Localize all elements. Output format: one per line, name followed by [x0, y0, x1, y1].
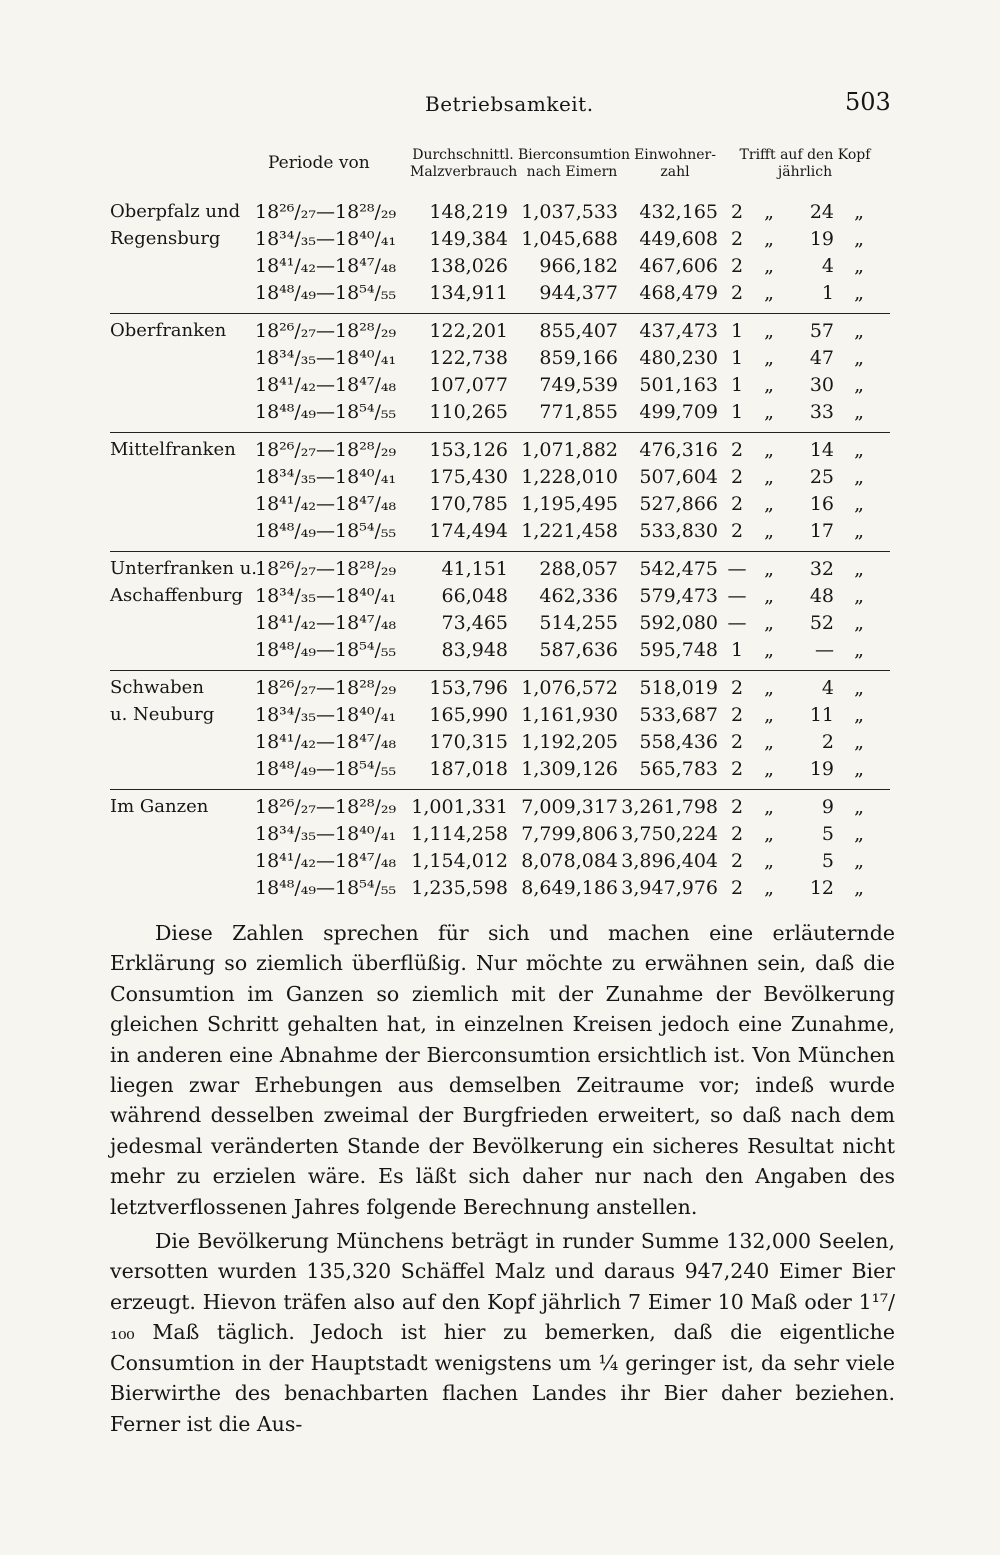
ditto-mark: „ — [764, 347, 774, 369]
bier-cell: 944,377 — [539, 282, 618, 304]
malz-cell: 41,151 — [441, 558, 508, 580]
table-row — [110, 374, 890, 401]
region-group — [110, 432, 890, 551]
period-cell: 18⁴⁸/₄₉—18⁵⁴/₅₅ — [255, 520, 397, 542]
eimer-cell: 2 — [730, 493, 744, 515]
bier-cell: 1,192,205 — [521, 731, 618, 753]
mass-cell: 17 — [809, 520, 834, 542]
ditto-mark: „ — [854, 201, 864, 223]
col-header-trifft-line2: jährlich — [777, 164, 833, 180]
period-cell: 18⁴¹/₄₂—18⁴⁷/₄₈ — [255, 731, 397, 753]
einwohner-cell: 3,750,224 — [621, 823, 718, 845]
mass-cell: 2 — [821, 731, 834, 753]
bier-cell: 1,228,010 — [521, 466, 618, 488]
eimer-cell: 2 — [730, 255, 744, 277]
malz-cell: 174,494 — [429, 520, 508, 542]
ditto-mark: „ — [854, 758, 864, 780]
col-header-einwohner-line2: zahl — [660, 164, 690, 180]
table-row — [110, 255, 890, 282]
table-row — [110, 639, 890, 666]
einwohner-cell: 595,748 — [639, 639, 718, 661]
malz-cell: 138,026 — [429, 255, 508, 277]
period-cell: 18³⁴/₃₅—18⁴⁰/₄₁ — [255, 347, 397, 369]
einwohner-cell: 533,687 — [639, 704, 718, 726]
region-group — [110, 789, 890, 908]
region-label: u. Neuburg — [110, 704, 215, 725]
einwohner-cell: 3,261,798 — [621, 796, 718, 818]
bier-cell: 1,071,882 — [521, 439, 618, 461]
einwohner-cell: 432,165 — [639, 201, 718, 223]
ditto-mark: „ — [854, 639, 864, 661]
consumption-table — [110, 195, 890, 908]
ditto-mark: „ — [764, 585, 774, 607]
ditto-mark: „ — [764, 823, 774, 845]
malz-cell: 153,126 — [429, 439, 508, 461]
table-row — [110, 704, 890, 731]
einwohner-cell: 467,606 — [639, 255, 718, 277]
bier-cell: 855,407 — [539, 320, 618, 342]
ditto-mark: „ — [764, 758, 774, 780]
paragraph: Die Bevölkerung Münchens beträgt in runder Summe 132,000 Seelen, versotten wurden 135,320 Schäffel Malz und daraus 947,240 Eimer Bier erzeugt. Hievon träfen also auf den Kopf jährlich 7 Eimer 10 Maß oder 1¹⁷/₁₀₀ Maß täglich. Jedoch ist hier zu bemerken, daß die eigentliche Consumtion in der Hauptstadt wenigstens um ¼ geringer ist, da sehr viele Bierwirthe des benachbarten flachen Landes ihr Bier daher beziehen. Ferner ist die Aus- — [110, 1229, 895, 1436]
page-number: 503 — [845, 88, 891, 116]
ditto-mark: „ — [764, 704, 774, 726]
malz-cell: 66,048 — [441, 585, 508, 607]
ditto-mark: „ — [854, 347, 864, 369]
einwohner-cell: 476,316 — [639, 439, 718, 461]
mass-cell: 57 — [809, 320, 834, 342]
einwohner-cell: 558,436 — [639, 731, 718, 753]
period-cell: 18²⁶/₂₇—18²⁸/₂₉ — [255, 796, 397, 818]
period-cell: 18⁴⁸/₄₉—18⁵⁴/₅₅ — [255, 877, 397, 899]
table-row — [110, 558, 890, 585]
einwohner-cell: 480,230 — [639, 347, 718, 369]
mass-cell: 25 — [809, 466, 834, 488]
ditto-mark: „ — [764, 374, 774, 396]
einwohner-cell: 499,709 — [639, 401, 718, 423]
period-cell: 18²⁶/₂₇—18²⁸/₂₉ — [255, 677, 397, 699]
period-cell: 18²⁶/₂₇—18²⁸/₂₉ — [255, 558, 397, 580]
einwohner-cell: 468,479 — [639, 282, 718, 304]
table-row — [110, 520, 890, 547]
region-label: Im Ganzen — [110, 796, 209, 817]
eimer-cell: 1 — [730, 374, 744, 396]
mass-cell: 14 — [809, 439, 834, 461]
ditto-mark: „ — [764, 493, 774, 515]
ditto-mark: „ — [764, 612, 774, 634]
ditto-mark: „ — [854, 466, 864, 488]
region-label: Regensburg — [110, 228, 221, 249]
malz-cell: 73,465 — [441, 612, 508, 634]
ditto-mark: „ — [764, 282, 774, 304]
einwohner-cell: 542,475 — [639, 558, 718, 580]
ditto-mark: „ — [854, 877, 864, 899]
period-cell: 18⁴⁸/₄₉—18⁵⁴/₅₅ — [255, 401, 397, 423]
period-cell: 18⁴¹/₄₂—18⁴⁷/₄₈ — [255, 612, 397, 634]
period-cell: 18³⁴/₃₅—18⁴⁰/₄₁ — [255, 704, 397, 726]
bier-cell: 7,009,317 — [521, 796, 618, 818]
col-header-trifft — [730, 147, 880, 181]
table-row — [110, 850, 890, 877]
mass-cell: 19 — [809, 758, 834, 780]
malz-cell: 122,201 — [429, 320, 508, 342]
ditto-mark: „ — [764, 439, 774, 461]
malz-cell: 165,990 — [429, 704, 508, 726]
table-row — [110, 877, 890, 904]
table-row — [110, 612, 890, 639]
malz-cell: 1,235,598 — [411, 877, 508, 899]
col-header-einwohner — [628, 147, 722, 181]
eimer-cell: 2 — [730, 758, 744, 780]
eimer-cell: 2 — [730, 850, 744, 872]
mass-cell: — — [815, 639, 834, 661]
bier-cell: 587,636 — [539, 639, 618, 661]
col-header-malz-line2: Malzverbrauch — [410, 164, 518, 180]
mass-cell: 19 — [809, 228, 834, 250]
table-row — [110, 228, 890, 255]
mass-cell: 5 — [821, 850, 834, 872]
malz-cell: 175,430 — [429, 466, 508, 488]
bier-cell: 1,309,126 — [521, 758, 618, 780]
malz-cell: 170,785 — [429, 493, 508, 515]
mass-cell: 52 — [809, 612, 834, 634]
malz-cell: 1,001,331 — [411, 796, 508, 818]
eimer-cell: 2 — [730, 228, 744, 250]
malz-cell: 83,948 — [441, 639, 508, 661]
bier-cell: 966,182 — [539, 255, 618, 277]
ditto-mark: „ — [764, 320, 774, 342]
region-group — [110, 313, 890, 432]
period-cell: 18⁴⁸/₄₉—18⁵⁴/₅₅ — [255, 639, 397, 661]
eimer-cell: 2 — [730, 796, 744, 818]
region-label: Mittelfranken — [110, 439, 236, 460]
ditto-mark: „ — [764, 731, 774, 753]
einwohner-cell: 565,783 — [639, 758, 718, 780]
eimer-cell: — — [727, 585, 747, 607]
mass-cell: 47 — [809, 347, 834, 369]
ditto-mark: „ — [854, 558, 864, 580]
ditto-mark: „ — [854, 401, 864, 423]
einwohner-cell: 592,080 — [639, 612, 718, 634]
region-label: Unterfranken u. — [110, 558, 258, 579]
eimer-cell: 1 — [730, 320, 744, 342]
bier-cell: 1,037,533 — [521, 201, 618, 223]
table-row — [110, 320, 890, 347]
mass-cell: 1 — [821, 282, 834, 304]
bier-cell: 771,855 — [539, 401, 618, 423]
ditto-mark: „ — [764, 201, 774, 223]
malz-cell: 170,315 — [429, 731, 508, 753]
period-cell: 18²⁶/₂₇—18²⁸/₂₉ — [255, 201, 397, 223]
table-row — [110, 439, 890, 466]
bier-cell: 1,045,688 — [521, 228, 618, 250]
col-header-malz — [410, 147, 516, 181]
bier-cell: 749,539 — [539, 374, 618, 396]
table-row — [110, 493, 890, 520]
malz-cell: 107,077 — [429, 374, 508, 396]
table-row — [110, 282, 890, 309]
mass-cell: 30 — [809, 374, 834, 396]
ditto-mark: „ — [854, 255, 864, 277]
einwohner-cell: 518,019 — [639, 677, 718, 699]
col-header-bier — [518, 147, 631, 181]
ditto-mark: „ — [854, 612, 864, 634]
malz-cell: 1,114,258 — [411, 823, 508, 845]
mass-cell: 48 — [809, 585, 834, 607]
einwohner-cell: 533,830 — [639, 520, 718, 542]
region-label: Aschaffenburg — [110, 585, 243, 606]
eimer-cell: 2 — [730, 201, 744, 223]
period-cell: 18³⁴/₃₅—18⁴⁰/₄₁ — [255, 228, 397, 250]
eimer-cell: 2 — [730, 704, 744, 726]
ditto-mark: „ — [764, 255, 774, 277]
paragraph: Diese Zahlen sprechen für sich und machen eine erläuternde Erklärung so ziemlich überflüßig. Nur möchte zu erwähnen sein, daß die Consumtion im Ganzen so ziemlich mit der Zunahme der Bevölkerung gleichen Schritt gehalten hat, in einzelnen Kreisen jedoch eine Zunahme, in anderen eine Abnahme der Bierconsumtion ersichtlich ist. Von München liegen zwar Erhebungen aus demselben Zeitraume vor; indeß wurde während desselben zweimal der Burgfrieden erweitert, so daß nach dem jedesmal veränderten Stande der Bevölkerung ein sicheres Resultat nicht mehr zu erzielen wäre. Es läßt sich daher nur nach den Angaben des letztverflossenen Jahres folgende Berechnung anstellen. — [110, 921, 895, 1219]
col-header-einwohner-line1: Einwohner- — [634, 147, 716, 163]
malz-cell: 1,154,012 — [411, 850, 508, 872]
period-cell: 18⁴⁸/₄₉—18⁵⁴/₅₅ — [255, 282, 397, 304]
mass-cell: 12 — [809, 877, 834, 899]
ditto-mark: „ — [764, 850, 774, 872]
eimer-cell: 2 — [730, 520, 744, 542]
mass-cell: 33 — [809, 401, 834, 423]
table-row — [110, 585, 890, 612]
bier-cell: 462,336 — [539, 585, 618, 607]
bier-cell: 1,076,572 — [521, 677, 618, 699]
bier-cell: 859,166 — [539, 347, 618, 369]
table-row — [110, 466, 890, 493]
period-cell: 18²⁶/₂₇—18²⁸/₂₉ — [255, 439, 397, 461]
period-cell: 18²⁶/₂₇—18²⁸/₂₉ — [255, 320, 397, 342]
einwohner-cell: 449,608 — [639, 228, 718, 250]
body-text — [110, 918, 895, 1439]
malz-cell: 149,384 — [429, 228, 508, 250]
mass-cell: 9 — [821, 796, 834, 818]
malz-cell: 153,796 — [429, 677, 508, 699]
mass-cell: 32 — [809, 558, 834, 580]
ditto-mark: „ — [764, 228, 774, 250]
table-row — [110, 347, 890, 374]
period-cell: 18⁴¹/₄₂—18⁴⁷/₄₈ — [255, 850, 397, 872]
einwohner-cell: 579,473 — [639, 585, 718, 607]
ditto-mark: „ — [854, 585, 864, 607]
mass-cell: 11 — [809, 704, 834, 726]
ditto-mark: „ — [854, 823, 864, 845]
region-group — [110, 551, 890, 670]
ditto-mark: „ — [854, 439, 864, 461]
einwohner-cell: 507,604 — [639, 466, 718, 488]
einwohner-cell: 3,896,404 — [621, 850, 718, 872]
ditto-mark: „ — [854, 228, 864, 250]
table-row — [110, 677, 890, 704]
eimer-cell: 2 — [730, 677, 744, 699]
bier-cell: 514,255 — [539, 612, 618, 634]
eimer-cell: 1 — [730, 401, 744, 423]
einwohner-cell: 501,163 — [639, 374, 718, 396]
ditto-mark: „ — [764, 558, 774, 580]
period-cell: 18³⁴/₃₅—18⁴⁰/₄₁ — [255, 823, 397, 845]
einwohner-cell: 437,473 — [639, 320, 718, 342]
ditto-mark: „ — [854, 374, 864, 396]
ditto-mark: „ — [854, 677, 864, 699]
malz-cell: 134,911 — [429, 282, 508, 304]
ditto-mark: „ — [854, 282, 864, 304]
period-cell: 18⁴¹/₄₂—18⁴⁷/₄₈ — [255, 493, 397, 515]
eimer-cell: 2 — [730, 877, 744, 899]
mass-cell: 4 — [821, 677, 834, 699]
eimer-cell: 2 — [730, 731, 744, 753]
eimer-cell: — — [727, 612, 747, 634]
eimer-cell: — — [727, 558, 747, 580]
ditto-mark: „ — [764, 677, 774, 699]
table-row — [110, 731, 890, 758]
col-header-malz-line1: Durchschnittl. — [412, 147, 514, 163]
table-row — [110, 796, 890, 823]
mass-cell: 5 — [821, 823, 834, 845]
bier-cell: 1,195,495 — [521, 493, 618, 515]
eimer-cell: 2 — [730, 439, 744, 461]
region-group — [110, 195, 890, 313]
col-header-trifft-line1: Trifft auf den Kopf — [739, 147, 871, 163]
mass-cell: 24 — [809, 201, 834, 223]
region-label: Oberpfalz und — [110, 201, 241, 222]
period-cell: 18³⁴/₃₅—18⁴⁰/₄₁ — [255, 466, 397, 488]
einwohner-cell: 3,947,976 — [621, 877, 718, 899]
malz-cell: 187,018 — [429, 758, 508, 780]
mass-cell: 4 — [821, 255, 834, 277]
einwohner-cell: 527,866 — [639, 493, 718, 515]
ditto-mark: „ — [764, 796, 774, 818]
period-cell: 18⁴¹/₄₂—18⁴⁷/₄₈ — [255, 374, 397, 396]
period-cell: 18³⁴/₃₅—18⁴⁰/₄₁ — [255, 585, 397, 607]
eimer-cell: 1 — [730, 347, 744, 369]
ditto-mark: „ — [854, 320, 864, 342]
col-header-bier-line2: nach Eimern — [526, 164, 618, 180]
table-row — [110, 823, 890, 850]
eimer-cell: 2 — [730, 282, 744, 304]
bier-cell: 1,221,458 — [521, 520, 618, 542]
region-label: Oberfranken — [110, 320, 227, 341]
bier-cell: 288,057 — [539, 558, 618, 580]
bier-cell: 1,161,930 — [521, 704, 618, 726]
bier-cell: 8,649,186 — [521, 877, 618, 899]
ditto-mark: „ — [854, 850, 864, 872]
running-head: Betriebsamkeit. — [425, 92, 594, 116]
table-row — [110, 201, 890, 228]
bier-cell: 8,078,084 — [521, 850, 618, 872]
table-row — [110, 401, 890, 428]
period-cell: 18⁴⁸/₄₉—18⁵⁴/₅₅ — [255, 758, 397, 780]
ditto-mark: „ — [854, 731, 864, 753]
period-cell: 18⁴¹/₄₂—18⁴⁷/₄₈ — [255, 255, 397, 277]
mass-cell: 16 — [809, 493, 834, 515]
ditto-mark: „ — [764, 401, 774, 423]
region-label: Schwaben — [110, 677, 204, 698]
ditto-mark: „ — [764, 639, 774, 661]
col-header-bier-line1: Bierconsumtion — [518, 147, 631, 163]
malz-cell: 122,738 — [429, 347, 508, 369]
eimer-cell: 1 — [730, 639, 744, 661]
bier-cell: 7,799,806 — [521, 823, 618, 845]
malz-cell: 148,219 — [429, 201, 508, 223]
eimer-cell: 2 — [730, 466, 744, 488]
ditto-mark: „ — [854, 520, 864, 542]
ditto-mark: „ — [764, 520, 774, 542]
table-row — [110, 758, 890, 785]
ditto-mark: „ — [854, 796, 864, 818]
eimer-cell: 2 — [730, 823, 744, 845]
ditto-mark: „ — [854, 493, 864, 515]
col-header-periode: Periode von — [268, 153, 370, 173]
malz-cell: 110,265 — [429, 401, 508, 423]
region-group — [110, 670, 890, 789]
ditto-mark: „ — [854, 704, 864, 726]
ditto-mark: „ — [764, 466, 774, 488]
ditto-mark: „ — [764, 877, 774, 899]
